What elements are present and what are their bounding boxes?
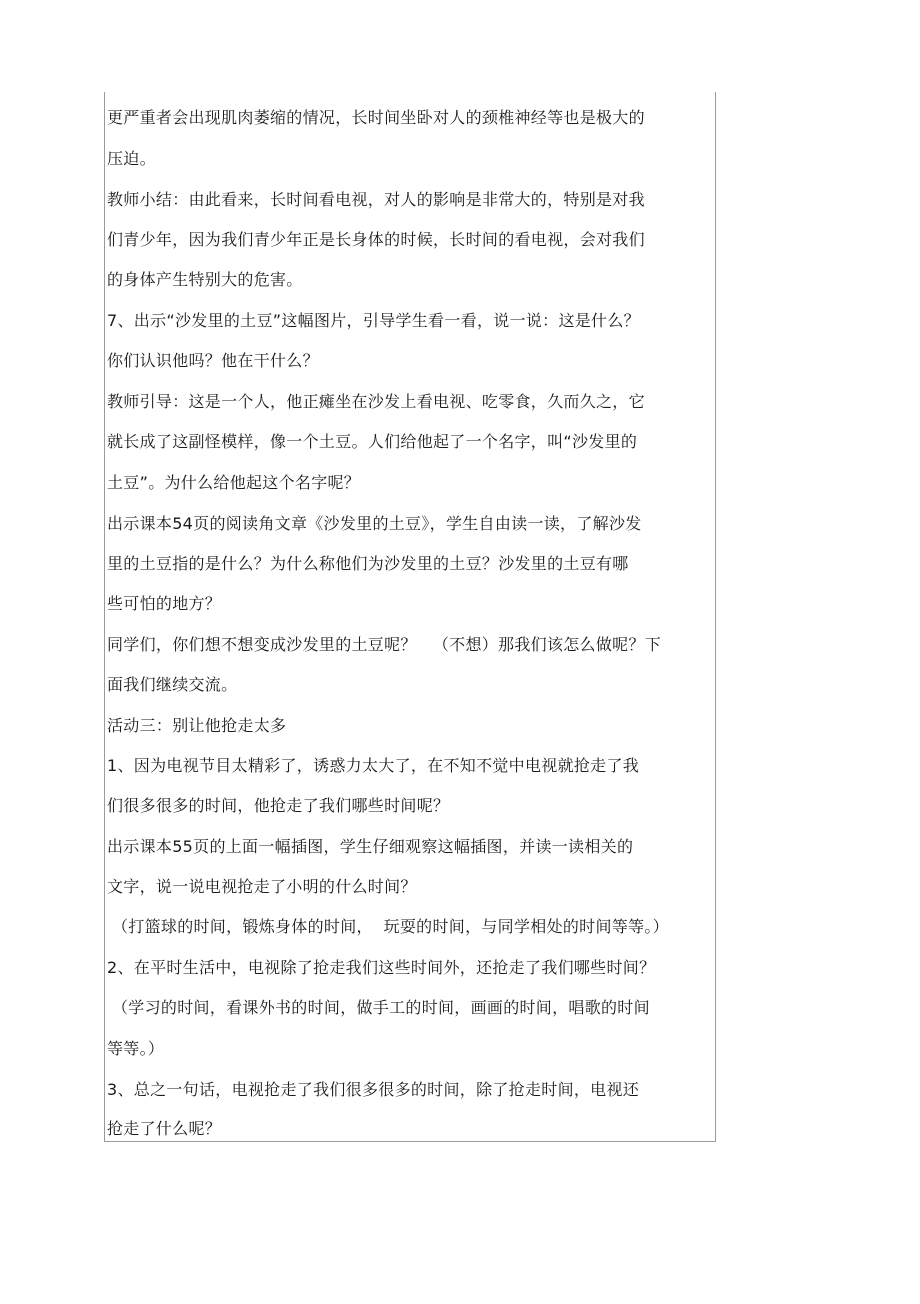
section-heading: 活动三：别让他抢走太多: [107, 716, 287, 735]
text-line: 压迫。: [107, 149, 156, 168]
text-line: 你们认识他吗？他在干什么？: [107, 351, 319, 370]
text-line: 3、总之一句话，电视抢走了我们很多很多的时间，除了抢走时间，电视还: [107, 1080, 640, 1099]
text-line: 更严重者会出现肌肉萎缩的情况，长时间坐卧对人的颈椎神经等也是极大的: [107, 108, 645, 127]
text-line: 们很多很多的时间，他抢走了我们哪些时间呢？: [107, 796, 450, 815]
text-line: 同学们，你们想不想变成沙发里的土豆呢？ （不想）那我们该怎么做呢？下: [107, 635, 662, 654]
text-line: 里的土豆指的是什么？为什么称他们为沙发里的土豆？沙发里的土豆有哪: [107, 554, 629, 573]
text-line: （打篮球的时间，锻炼身体的时间， 玩耍的时间，与同学相处的时间等等。）: [112, 917, 669, 936]
text-line: 的身体产生特别大的危害。: [107, 270, 303, 289]
text-line: 等等。）: [107, 1039, 165, 1058]
text-line: 2、在平时生活中，电视除了抢走我们这些时间外，还抢走了我们哪些时间？: [107, 958, 656, 977]
text-line: 出示课本55页的上面一幅插图，学生仔细观察这幅插图，并读一读相关的: [107, 837, 634, 856]
text-line: 抢走了什么呢？: [107, 1119, 222, 1138]
text-line: 面我们继续交流。: [107, 675, 238, 694]
text-line: 些可怕的地方？: [107, 594, 222, 613]
text-line: 1、因为电视节目太精彩了，诱惑力太大了，在不知不觉中电视就抢走了我: [107, 756, 640, 775]
text-line: （学习的时间，看课外书的时间，做手工的时间，画画的时间，唱歌的时间: [112, 998, 650, 1017]
text-line: 土豆”。为什么给他起这个名字呢？: [107, 473, 361, 492]
text-line: 文字，说一说电视抢走了小明的什么时间？: [107, 877, 417, 896]
text-line: 们青少年，因为我们青少年正是长身体的时候，长时间的看电视，会对我们: [107, 230, 645, 249]
text-line: 就长成了这副怪模样，像一个土豆。人们给他起了一个名字，叫“沙发里的: [107, 432, 638, 451]
text-line: 出示课本54页的阅读角文章《沙发里的土豆》，学生自由读一读，了解沙发: [107, 514, 642, 533]
text-line: 7、出示“沙发里的土豆”这幅图片，引导学生看一看，说一说：这是什么？: [107, 311, 640, 330]
text-line: 教师引导：这是一个人，他正瘫坐在沙发上看电视、吃零食，久而久之，它: [107, 392, 645, 411]
text-line: 教师小结：由此看来，长时间看电视，对人的影响是非常大的，特别是对我: [107, 190, 645, 209]
